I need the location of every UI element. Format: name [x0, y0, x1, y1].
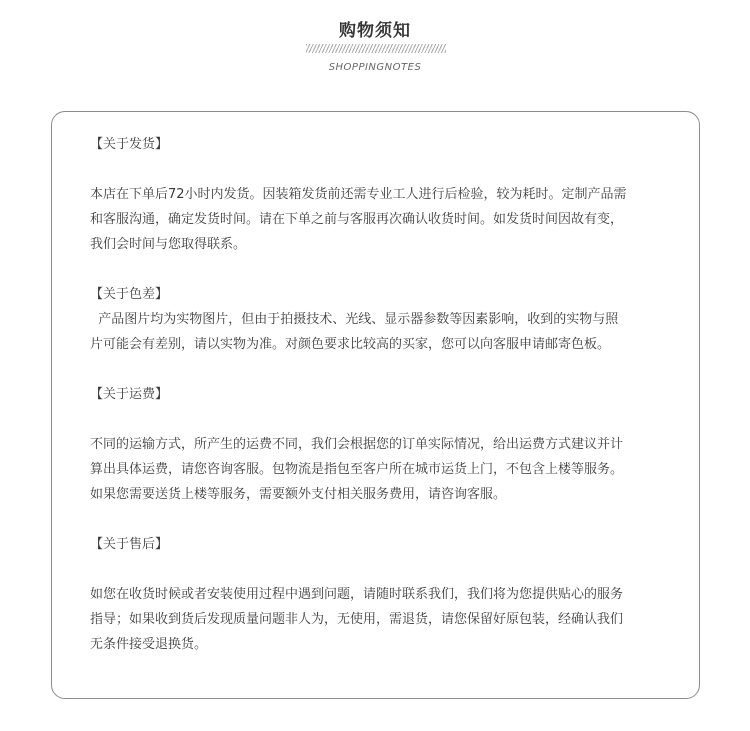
shopping-notes-panel — [51, 111, 700, 699]
spacer — [90, 157, 670, 182]
freight-text-line: 如果您需要送货上楼等服务，需要额外支付相关服务费用，请咨询客服。 — [90, 487, 507, 502]
decorative-hatch-divider — [306, 44, 446, 53]
after-sales-text-line: 如您在收货时候或者安装使用过程中遇到问题，请随时联系我们，我们将为您提供贴心的服务 — [90, 587, 624, 602]
page-subtitle: SHOPPINGNOTES — [328, 62, 422, 73]
after-sales-text-line: 无条件接受退换货。 — [90, 637, 208, 652]
shipping-text-line: 本店在下单后72小时内发货。因装箱发货前还需专业工人进行后检验，较为耗时。定制产品需 — [90, 187, 627, 202]
section-heading-freight: 【关于运费】 — [90, 387, 169, 402]
spacer — [90, 507, 670, 532]
after-sales-text-line: 指导；如果收到货后发现质量问题非人为，无使用，需退货，请您保留好原包装，经确认我们 — [90, 612, 624, 627]
color-text-line: 产品图片均为实物图片，但由于拍摄技术、光线、显示器参数等因素影响，收到的实物与照 — [90, 312, 619, 327]
section-heading-shipping: 【关于发货】 — [90, 137, 169, 152]
freight-text-line: 算出具体运费，请您咨询客服。包物流是指包至客户所在城市运货上门，不包含上楼等服务。 — [90, 462, 624, 477]
spacer — [90, 257, 670, 282]
notes-content — [90, 132, 670, 657]
section-heading-after-sales: 【关于售后】 — [90, 537, 169, 552]
spacer — [90, 557, 670, 582]
spacer — [90, 357, 670, 382]
page-title: 购物须知 — [339, 21, 411, 41]
spacer — [90, 407, 670, 432]
color-text-line: 片可能会有差别，请以实物为准。对颜色要求比较高的买家，您可以向客服申请邮寄色板。 — [90, 337, 611, 352]
shipping-text-line: 我们会时间与您取得联系。 — [90, 237, 247, 252]
section-heading-color: 【关于色差】 — [90, 287, 169, 302]
shipping-text-line: 和客服沟通，确定发货时间。请在下单之前与客服再次确认收货时间。如发货时间因故有变， — [90, 212, 624, 227]
freight-text-line: 不同的运输方式，所产生的运费不同，我们会根据您的订单实际情况，给出运费方式建议并计 — [90, 437, 624, 452]
page-header — [0, 0, 750, 100]
